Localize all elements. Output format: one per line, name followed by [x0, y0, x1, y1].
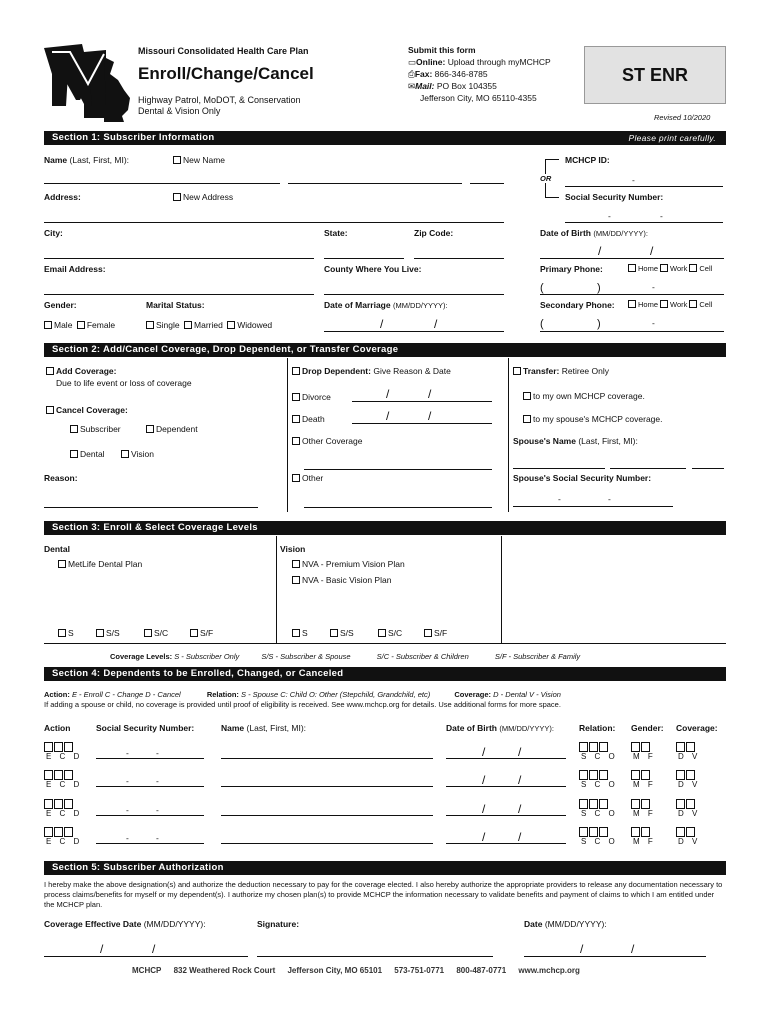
death-checkbox[interactable]: Death [292, 414, 325, 424]
form-title: Enroll/Change/Cancel [138, 64, 314, 83]
mi-field[interactable] [470, 183, 504, 184]
relation-letters: S C O [581, 752, 618, 761]
dental-level-ss[interactable]: S/S [96, 628, 120, 638]
dental-heading: Dental [44, 544, 70, 554]
section-3-header: Section 3: Enroll & Select Coverage Levels [44, 521, 726, 535]
fax-icon: ⎙ [408, 69, 415, 79]
marriage-date-field[interactable] [324, 331, 504, 332]
spouse-name-label: Spouse's Name (Last, First, MI): [513, 436, 638, 446]
section-2-header: Section 2: Add/Cancel Coverage, Drop Dependent, or Transfer Coverage [44, 343, 726, 357]
or-label: OR [540, 174, 552, 183]
city-label: City: [44, 228, 63, 238]
coverage-letters: D V [678, 837, 701, 846]
vision-heading: Vision [280, 544, 306, 554]
action-letters: E C D [46, 780, 83, 789]
signature-field[interactable] [257, 956, 493, 957]
mchcp-id-label: MCHCP ID: [565, 155, 610, 165]
col-action: Action [44, 723, 71, 733]
spouse-last-name-field[interactable] [513, 468, 605, 469]
gender-letters: M F [633, 809, 656, 818]
dependent-ssn-field[interactable] [96, 758, 204, 759]
mchcp-logo [44, 44, 132, 122]
dependent-ssn-field[interactable] [96, 815, 204, 816]
last-name-field[interactable] [44, 183, 280, 184]
ssn-label: Social Security Number: [565, 192, 664, 202]
zip-label: Zip Code: [414, 228, 454, 238]
relation-letters: S C O [581, 809, 618, 818]
dental-level-sf[interactable]: S/F [190, 628, 213, 638]
effective-date-field[interactable] [44, 956, 248, 957]
spouse-ssn-label: Spouse's Social Security Number: [513, 473, 652, 483]
ssn-field[interactable] [565, 222, 723, 223]
gender-letters: M F [633, 752, 656, 761]
laptop-icon: ▭ [408, 57, 417, 67]
county-field[interactable] [324, 294, 504, 295]
footer: MCHCP 832 Weathered Rock Court Jefferson City, MO 65101 573-751-0771 800-487-0771 www.mchcp.org [132, 966, 580, 975]
dependent-name-field[interactable] [221, 758, 433, 759]
action-letters: E C D [46, 809, 83, 818]
section-1-header: Section 1: Subscriber Information Please print carefully. [44, 131, 726, 145]
death-date-field[interactable] [352, 423, 492, 424]
zip-field[interactable] [414, 258, 504, 259]
org-name: Missouri Consolidated Health Care Plan [138, 46, 309, 56]
vision-level-s[interactable]: S [292, 628, 308, 638]
address-field[interactable] [44, 222, 504, 223]
marital-options[interactable]: Single Married Widowed [146, 320, 272, 330]
revised-date: Revised 10/2020 [654, 113, 711, 122]
vision-level-sf[interactable]: S/F [424, 628, 447, 638]
col-ssn: Social Security Number: [96, 723, 195, 733]
dependent-ssn-field[interactable] [96, 786, 204, 787]
dependent-name-field[interactable] [221, 815, 433, 816]
first-name-field[interactable] [288, 183, 462, 184]
secondary-phone-field[interactable] [540, 331, 724, 332]
state-label: State: [324, 228, 348, 238]
mchcp-id-field[interactable] [565, 186, 723, 187]
cancel-coverage-checkbox[interactable]: Cancel Coverage: [46, 405, 128, 415]
dependent-name-field[interactable] [221, 786, 433, 787]
marital-label: Marital Status: [146, 300, 205, 310]
spouse-mi-field[interactable] [692, 468, 724, 469]
section-4-key: Action: E - Enroll C - Change D - Cancel Relation: S - Spouse C: Child O: Other (Stepchild, Grandchild, etc) Coverage: D - Dental V - Vision [44, 690, 561, 699]
vision-level-sc[interactable]: S/C [378, 628, 402, 638]
authorization-text: I hereby make the above designation(s) and authorize the deduction necessary to pay for the coverage elected. I also hereby authorize the appropriate providers to release any documentation necessary to process claims/benefits for myself or my dependent(s). I authorize my chosen plan(s) to provide MCHCP the information necessary to validate benefits and payment of claims to which I am entitled under the MCHCP plan. [44, 880, 723, 909]
gender-letters: M F [633, 780, 656, 789]
transfer-own-checkbox[interactable]: to my own MCHCP coverage. [523, 391, 645, 401]
dependent-dob-field[interactable] [446, 758, 566, 759]
new-name-checkbox[interactable]: New Name [173, 155, 225, 165]
col-coverage: Coverage: [676, 723, 718, 733]
action-letters: E C D [46, 837, 83, 846]
spouse-first-name-field[interactable] [610, 468, 686, 469]
form-subtitle-1: Highway Patrol, MoDOT, & Conservation [138, 95, 301, 105]
submit-title: Submit this form [408, 45, 476, 55]
date-label: Date (MM/DD/YYYY): [524, 919, 607, 929]
dental-level-s[interactable]: S [58, 628, 74, 638]
coverage-letters: D V [678, 752, 701, 761]
col-gender: Gender: [631, 723, 664, 733]
other-coverage-field[interactable] [304, 469, 492, 470]
dependent-name-field[interactable] [221, 843, 433, 844]
secondary-phone-label: Secondary Phone: [540, 300, 615, 310]
secondary-phone-type[interactable]: Home Work Cell [628, 300, 712, 309]
name-label: Name (Last, First, MI): [44, 155, 130, 165]
coverage-letters: D V [678, 809, 701, 818]
new-address-checkbox[interactable]: New Address [173, 192, 233, 202]
nva-premium-checkbox[interactable]: NVA - Premium Vision Plan [292, 559, 405, 569]
email-label: Email Address: [44, 264, 106, 274]
relation-letters: S C O [581, 837, 618, 846]
vision-level-ss[interactable]: S/S [330, 628, 354, 638]
metlife-checkbox[interactable]: MetLife Dental Plan [58, 559, 142, 569]
primary-phone-field[interactable] [540, 294, 724, 295]
col-dob: Date of Birth (MM/DD/YYYY): [446, 723, 554, 733]
primary-phone-label: Primary Phone: [540, 264, 603, 274]
dependent-ssn-field[interactable] [96, 843, 204, 844]
email-field[interactable] [44, 294, 314, 295]
add-coverage-hint: Due to life event or loss of coverage [56, 378, 192, 388]
reason-label: Reason: [44, 473, 78, 483]
cancel-subscriber-checkbox[interactable]: Subscriber [70, 424, 121, 434]
mail-icon: ✉ [408, 81, 416, 91]
gender-options[interactable]: Male Female [44, 320, 115, 330]
dependent-dob-field[interactable] [446, 843, 566, 844]
nva-basic-checkbox[interactable]: NVA - Basic Vision Plan [292, 575, 391, 585]
action-letters: E C D [46, 752, 83, 761]
dependent-dob-field[interactable] [446, 786, 566, 787]
other-checkbox[interactable]: Other [292, 473, 323, 483]
reason-field[interactable] [44, 507, 258, 508]
form-code-box: ST ENR [584, 46, 726, 104]
submit-mail-city: Jefferson City, MO 65110-4355 [420, 93, 537, 103]
transfer-spouse-checkbox[interactable]: to my spouse's MCHCP coverage. [523, 414, 663, 424]
other-field[interactable] [304, 507, 492, 508]
divorce-checkbox[interactable]: Divorce [292, 392, 331, 402]
dob-label: Date of Birth (MM/DD/YYYY): [540, 228, 648, 238]
coverage-letters: D V [678, 780, 701, 789]
drop-dependent-checkbox[interactable]: Drop Dependent: Give Reason & Date [292, 366, 451, 376]
county-label: County Where You Live: [324, 264, 422, 274]
address-label: Address: [44, 192, 81, 202]
dependent-dob-field[interactable] [446, 815, 566, 816]
signature-label: Signature: [257, 919, 300, 929]
transfer-checkbox[interactable]: Transfer: Retiree Only [513, 366, 609, 376]
spouse-ssn-field[interactable] [513, 506, 673, 507]
primary-phone-type[interactable]: Home Work Cell [628, 264, 712, 273]
form-subtitle-2: Dental & Vision Only [138, 106, 221, 116]
cancel-dental-checkbox[interactable]: Dental [70, 449, 105, 459]
marriage-date-label: Date of Marriage (MM/DD/YYYY): [324, 300, 448, 310]
section-4-notice: If adding a spouse or child, no coverage is provided until proof of eligibility is received. See www.mchcp.org for details. Use additional forms for more space. [44, 700, 561, 709]
submit-online: ▭Online: Upload through myMCHCP [408, 57, 551, 67]
dental-level-sc[interactable]: S/C [144, 628, 168, 638]
other-coverage-checkbox[interactable]: Other Coverage [292, 436, 362, 446]
gender-letters: M F [633, 837, 656, 846]
divorce-date-field[interactable] [352, 401, 492, 402]
section-4-header: Section 4: Dependents to be Enrolled, Changed, or Canceled [44, 667, 726, 681]
dob-field[interactable] [540, 258, 724, 259]
col-relation: Relation: [579, 723, 616, 733]
submit-fax: ⎙Fax: 866-346-8785 [408, 69, 488, 79]
coverage-levels-legend: Coverage Levels: S - Subscriber Only S/S - Subscriber & Spouse S/C - Subscriber & Children S/F - Subscriber & Family [110, 652, 581, 661]
submit-mail: ✉Mail: PO Box 104355 [408, 81, 497, 91]
effective-date-label: Coverage Effective Date (MM/DD/YYYY): [44, 919, 206, 929]
state-field[interactable] [324, 258, 404, 259]
cancel-dependent-checkbox[interactable]: Dependent [146, 424, 198, 434]
add-coverage-checkbox[interactable]: Add Coverage: [46, 366, 116, 376]
gender-label: Gender: [44, 300, 77, 310]
col-name: Name (Last, First, MI): [221, 723, 307, 733]
city-field[interactable] [44, 258, 314, 259]
date-field[interactable] [524, 956, 706, 957]
cancel-vision-checkbox[interactable]: Vision [121, 449, 154, 459]
section-5-header: Section 5: Subscriber Authorization [44, 861, 726, 875]
relation-letters: S C O [581, 780, 618, 789]
